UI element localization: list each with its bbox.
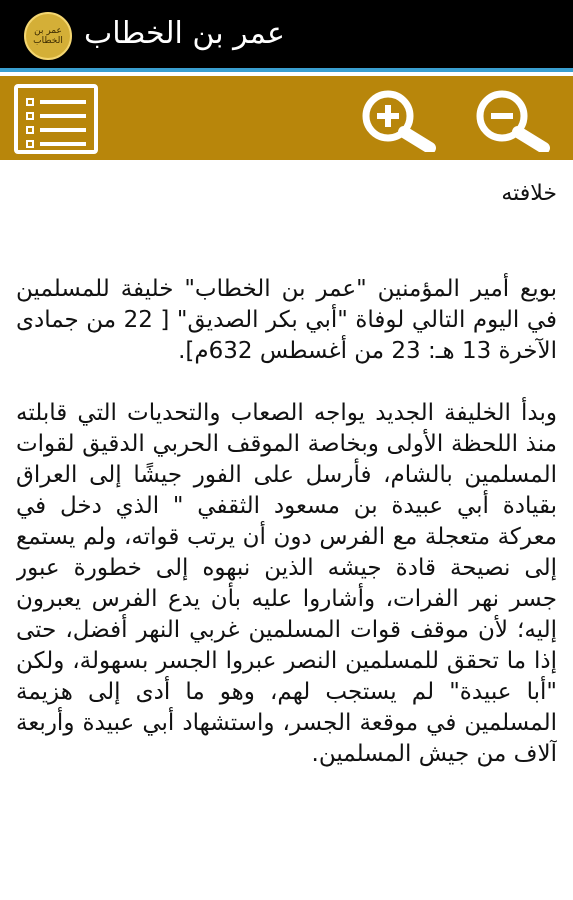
- article-paragraph: بويع أمير المؤمنين "عمر بن الخطاب" خليفة للمسلمين في اليوم التالي لوفاة "أبي بكر الصديق" [ 22 من جمادى الآخرة 13 هـ: 23 من أغسطس 632م].: [16, 276, 557, 364]
- toolbar: [0, 76, 573, 160]
- app-title: عمر بن الخطاب: [84, 16, 285, 51]
- list-icon: [26, 96, 86, 149]
- zoom-in-icon: [358, 88, 442, 152]
- article-content[interactable]: [16, 160, 557, 900]
- app-logo-text: عمر بن الخطاب: [33, 26, 63, 46]
- article-paragraph: وبدأ الخليفة الجديد يواجه الصعاب والتحديات التي قابلته منذ اللحظة الأولى وبخاصة الموقف الحربي الدقيق لقوات المسلمين بالشام، فأرسل على الفور جيشًا إلى العراق بقيادة أبي عبيدة بن مسعود الثقفي " الذي دخل في معركة متعجلة مع الفرس دون أن يرتب قواته، ولم يستمع إلى نصيحة قادة جيشه الذين نبهوه إلى خطورة عبور جسر نهر الفرات، وأشاروا عليه بأن يدع الفرس يعبرون إليه؛ لأن موقف قوات المسلمين غربي النهر أفضل، حتى إذا ما تحقق للمسلمين النصر عبروا الجسر بسهولة، ولكن "أبا عبيدة" لم يستجب لهم، وهو ما أدى إلى هزيمة المسلمين في موقعة الجسر، واستشهاد أبي عبيدة وأربعة آلاف من جيش المسلمين.: [16, 400, 557, 767]
- app-logo: [24, 12, 72, 60]
- table-of-contents-button[interactable]: [14, 84, 98, 154]
- zoom-out-button[interactable]: [472, 88, 556, 152]
- article-heading: خلافته: [501, 181, 557, 206]
- zoom-out-icon: [472, 88, 556, 152]
- title-bar: [0, 0, 573, 72]
- zoom-in-button[interactable]: [358, 88, 442, 152]
